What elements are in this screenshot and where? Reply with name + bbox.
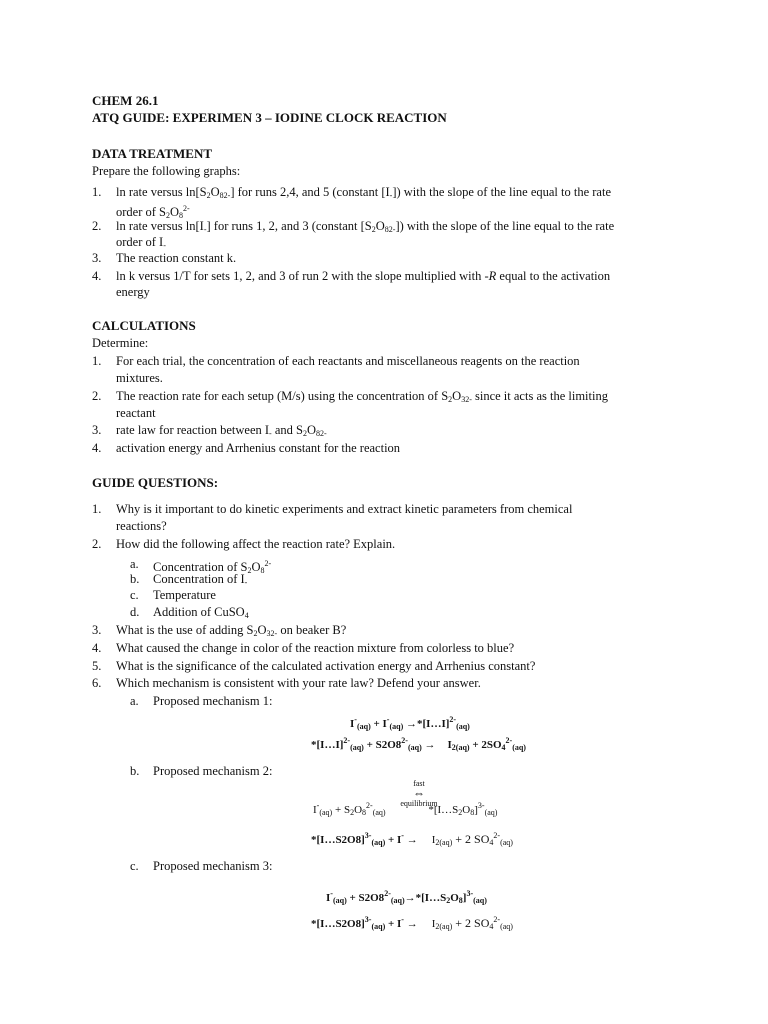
list-item-text: ln rate versus $\ln[I_-]$ for runs 1, 2, and 3 (constant $[S_2O_{82-}]$) with the slope of the line equal to the rate [116, 219, 615, 234]
question-text: How did the following affect the reaction rate? Explain. [116, 537, 396, 551]
sub-item-letter: b. [130, 572, 140, 586]
question-text: What caused the change in color of the reaction mixture from colorless to blue? [116, 641, 515, 655]
sub-item-text: Concentration of $S_2O_8^{2-}$ [153, 559, 272, 575]
list-number: 2. [92, 219, 102, 233]
sub-item-text: Addition of CuSO$_4$ [153, 605, 249, 620]
mechanism-equation: *[I…S2O8]$^{3-}_{(aq)}$ + $I^- \to I_{2(aq)} + 2$ $SO_4^{2-}_{(aq)}$ [311, 831, 513, 847]
sub-item-letter: c. [130, 588, 139, 602]
sub-item-letter: c. [130, 859, 139, 873]
list-item-text: ln k versus 1/T for sets 1, 2, and 3 of run 2 with the slope multiplied with -R equal to the activation [116, 269, 611, 283]
list-number: 5. [92, 659, 102, 673]
list-item-text: activation energy and Arrhenius constant for the reaction [116, 441, 401, 455]
list-item-text: The reaction constant k. [116, 251, 237, 265]
mechanism-equation: $I^-_{(aq)}$ + $S2O8^{2-}_{(aq)}\to*[I\dots S_2O_8]^{3-}_{(aq)}$ [326, 889, 487, 905]
section-intro: Determine: [92, 336, 149, 350]
document-title: ATQ GUIDE: EXPERIMEN 3 – IODINE CLOCK REACTION [92, 110, 447, 125]
sub-item-letter: a. [130, 694, 139, 708]
course-code: CHEM 26.1 [92, 93, 159, 108]
list-number: 4. [92, 441, 102, 455]
list-number: 2. [92, 389, 102, 403]
list-number: 6. [92, 676, 102, 690]
mechanism-label: Proposed mechanism 1: [153, 694, 273, 708]
sub-item-text: Temperature [153, 588, 216, 602]
list-item-text-cont: order of $S_2O_8^{2-}$ [116, 204, 190, 220]
list-number: 3. [92, 623, 102, 637]
list-number: 4. [92, 269, 102, 283]
section-intro: Prepare the following graphs: [92, 164, 241, 178]
mechanism-equation: $I^-_{(aq)} + S_2O_8^{2-}_{(aq)}$ $*[I\dots S_2O_8]^{3-}_{(aq)}$ [313, 801, 498, 817]
mechanism-equation: *[I…I]$^{2-}_{(aq)}$ + $S2O8^{2-}_{(aq)} \to I_{2(aq)} + 2SO_4^{2-}_{(aq)}$ [311, 736, 526, 752]
equilibrium-label: equilibrium [400, 799, 438, 808]
mechanism-equation: *[I…S2O8]$^{3-}_{(aq)}$ + $I^- \to I_{2(aq)} + 2$ $SO_4^{2-}_{(aq)}$ [311, 915, 513, 931]
list-item-text-cont: reactant [116, 406, 156, 420]
section-heading-data-treatment: DATA TREATMENT [92, 146, 213, 161]
list-number: 1. [92, 354, 102, 368]
sub-item-letter: a. [130, 557, 139, 571]
list-item-text-cont: order of $I_-$ [116, 235, 166, 250]
list-item-text: rate law for reaction between $I_-$ and $S_2O_{82-}$ [116, 423, 327, 438]
question-text-cont: reactions? [116, 519, 167, 533]
section-heading-guide-questions: GUIDE QUESTIONS: [92, 475, 219, 490]
question-text: Why is it important to do kinetic experiments and extract kinetic parameters from chemical [116, 502, 573, 516]
fast-label: fast [413, 779, 425, 788]
list-number: 4. [92, 641, 102, 655]
list-number: 2. [92, 537, 102, 551]
list-item-text-cont: energy [116, 285, 150, 299]
list-number: 1. [92, 502, 102, 516]
question-text: What is the significance of the calculated activation energy and Arrhenius constant? [116, 659, 536, 673]
list-item-text: ln rate versus $\ln[S_2O_{82-}]$ for runs 2,4, and 5 (constant $[I_-]$) with the slope of the line equal to the rate [116, 185, 612, 200]
list-item-text: For each trial, the concentration of each reactants and miscellaneous reagents on the reaction [116, 354, 580, 368]
mechanism-equation: $I^-_{(aq)} + I^-_{(aq)}$ →*[I…I]$^{2-}_{(aq)}$ [350, 715, 470, 731]
question-text: What is the use of adding $S_2O_{32-}$ on beaker B? [116, 623, 347, 638]
list-item-text-cont: mixtures. [116, 371, 163, 385]
equilibrium-arrows-icon: ⇔ [413, 786, 425, 800]
sub-item-letter: d. [130, 605, 140, 619]
list-number: 3. [92, 251, 102, 265]
list-item-text: The reaction rate for each setup (M/s) using the concentration of $S_2O_{32-}$ since it acts as the limiting [116, 389, 608, 404]
list-number: 1. [92, 185, 102, 199]
sub-item-letter: b. [130, 764, 140, 778]
list-number: 3. [92, 423, 102, 437]
mechanism-label: Proposed mechanism 3: [153, 859, 273, 873]
sub-item-text: Concentration of $I_-$ [153, 572, 248, 587]
section-heading-calculations: CALCULATIONS [92, 318, 196, 333]
mechanism-label: Proposed mechanism 2: [153, 764, 273, 778]
question-text: Which mechanism is consistent with your rate law? Defend your answer. [116, 676, 481, 690]
